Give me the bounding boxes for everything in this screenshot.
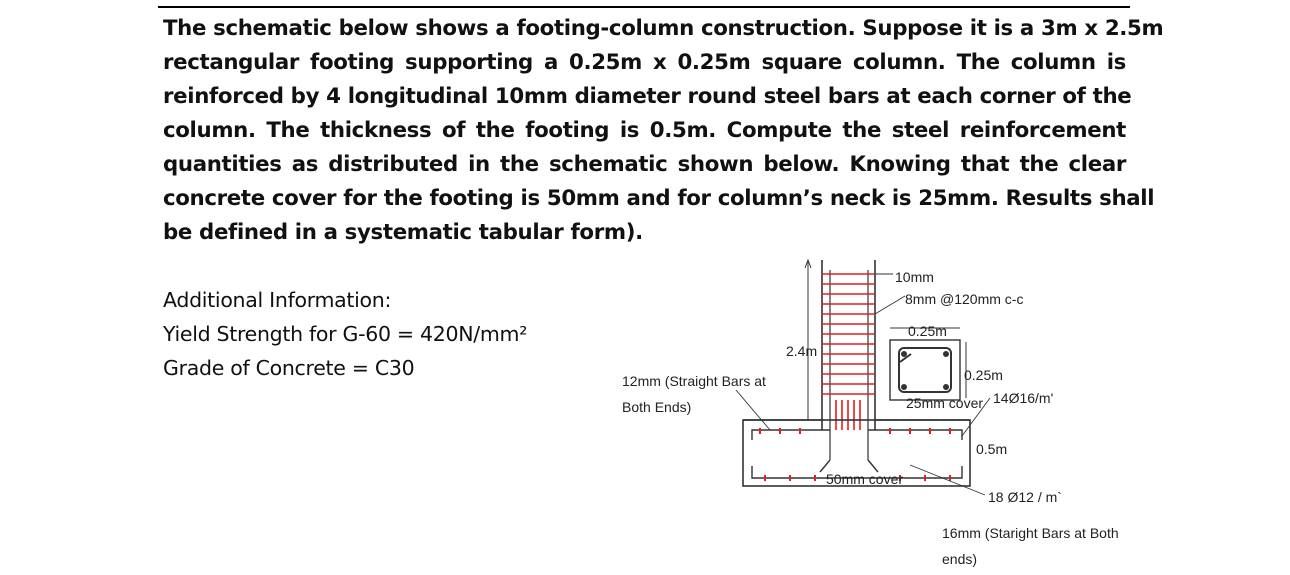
label-12mm-line1: 12mm (Straight Bars at — [622, 373, 766, 389]
label-col-width: 0.25m — [908, 323, 947, 339]
label-25mm-cover: 25mm cover — [906, 395, 984, 411]
problem-line: rectangular footing supporting a 0.25m x 0.25m square column. The column is — [163, 50, 1126, 75]
label-16mm-line2: ends) — [942, 551, 978, 567]
label-10mm: 10mm — [895, 269, 934, 285]
problem-line: column. The thickness of the footing is 0.5m. Compute the steel reinforcement — [163, 118, 1126, 143]
label-50mm-cover: 50mm cover — [826, 471, 904, 487]
problem-line: quantities as distributed in the schematic shown below. Knowing that the clear — [163, 152, 1126, 177]
problem-statement — [163, 12, 1164, 250]
label-12mm-line2: Both Ends) — [622, 399, 692, 415]
column-bars-in-footing — [836, 400, 860, 430]
column-longitudinal-bars — [830, 270, 868, 460]
label-1812: 18 Ø12 / m` — [988, 489, 1062, 505]
additional-info — [163, 283, 527, 385]
problem-line: The schematic below shows a footing-column construction. Suppose it is a 3m x 2.5m — [163, 16, 1164, 41]
top-rule — [158, 6, 1130, 8]
info-concrete-grade: Grade of Concrete = C30 — [163, 356, 415, 380]
height-dimension — [805, 260, 811, 420]
problem-line: concrete cover for the footing is 50mm and for column’s neck is 25mm. Results shall — [163, 186, 1155, 211]
label-thickness: 0.5m — [976, 441, 1008, 457]
info-yield-strength: Yield Strength for G-60 = 420N/mm² — [163, 322, 528, 346]
problem-line: reinforced by 4 longitudinal 10mm diameter round steel bars at each corner of the — [163, 84, 1132, 109]
label-height: 2.4m — [786, 343, 818, 359]
footing-column-schematic — [600, 250, 1160, 575]
label-16mm-line1: 16mm (Staright Bars at Both — [942, 525, 1119, 541]
label-col-depth: 0.25m — [964, 367, 1003, 383]
label-stirrups: 8mm @120mm c-c — [905, 291, 1024, 307]
info-heading: Additional Information: — [163, 288, 392, 312]
problem-line: be defined in a systematic tabular form). — [163, 220, 643, 245]
label-1416: 14Ø16/m' — [993, 390, 1054, 406]
